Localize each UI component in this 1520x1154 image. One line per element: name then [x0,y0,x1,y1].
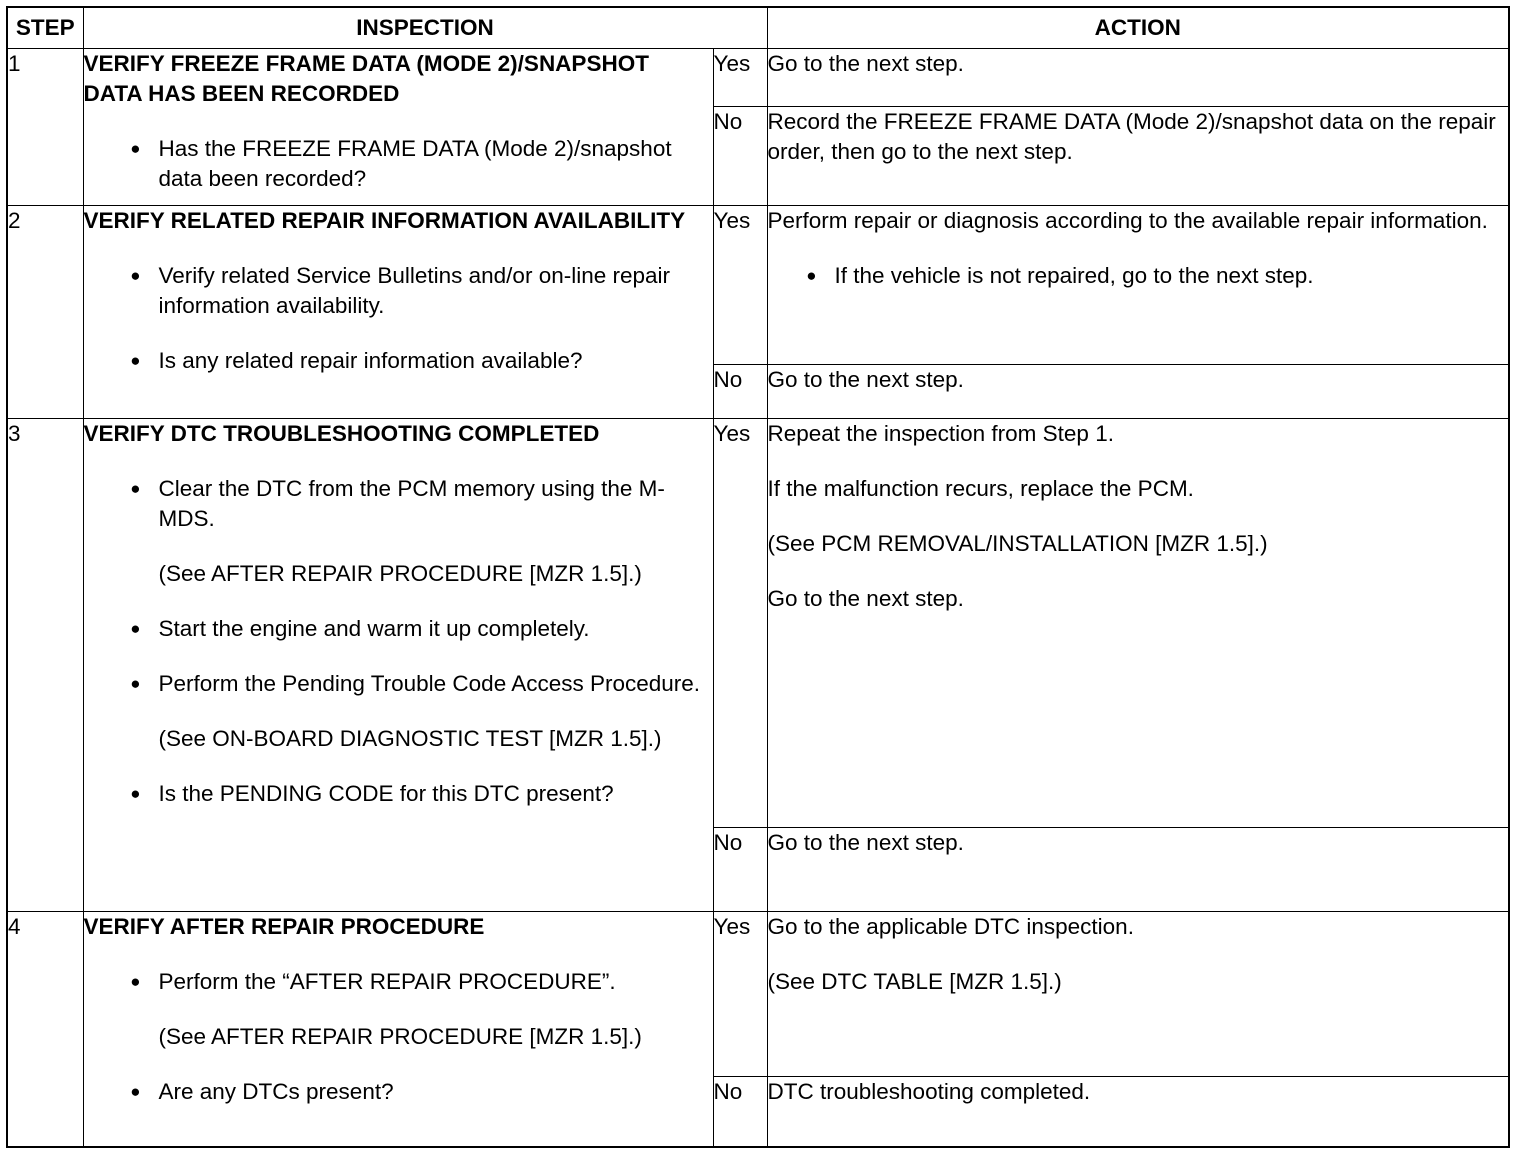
step-2-inspection [83,206,713,418]
yes-label: Yes [713,206,767,365]
step-4-yes-row [7,912,1509,1077]
header-inspection: INSPECTION [83,7,767,49]
inspection-bullet: ● Are any DTCs present? [84,1077,713,1107]
bullet-icon: ● [130,673,141,693]
header-step: STEP [7,7,83,49]
no-label: No [713,365,767,418]
bullet-icon: ● [130,1082,141,1102]
yes-action: Repeat the inspection from Step 1. If the malfunction recurs, replace the PCM. (See PCM REMOVAL/INSTALLATION [MZR 1.5].) Go to the next step. [767,418,1509,828]
step-title: VERIFY FREEZE FRAME DATA (MODE 2)/SNAPSHOT DATA HAS BEEN RECORDED [83,51,649,107]
no-action: Record the FREEZE FRAME DATA (Mode 2)/snapshot data on the repair order, then go to the next step. [767,107,1509,206]
yes-action: Go to the applicable DTC inspection. (See DTC TABLE [MZR 1.5].) [767,912,1509,1077]
yes-label: Yes [713,912,767,1077]
bullet-icon: ● [130,351,141,371]
no-label: No [713,828,767,912]
bullet-icon: ● [130,478,141,498]
bullet-icon: ● [130,783,141,803]
no-action: Go to the next step. [767,828,1509,912]
reference-note: (See AFTER REPAIR PROCEDURE [MZR 1.5].) [158,1024,642,1050]
inspection-bullet: ● Start the engine and warm it up completely. [84,614,713,644]
header-action: ACTION [767,7,1509,49]
inspection-bullet: ● Clear the DTC from the PCM memory using the M-MDS. [84,474,713,534]
bullet-icon: ● [130,972,141,992]
no-label: No [713,107,767,206]
yes-action: Go to the next step. [767,49,1509,107]
inspection-bullet: ● Is any related repair information available? [84,346,713,376]
step-number: 4 [7,912,83,1147]
no-action: Go to the next step. [767,365,1509,418]
bullet-icon: ● [130,139,141,159]
step-4-inspection [83,912,713,1147]
bullet-icon: ● [130,618,141,638]
step-1-inspection [83,49,713,206]
step-3-inspection [83,418,713,912]
step-number: 3 [7,418,83,912]
step-1-yes-row [7,49,1509,107]
no-action: DTC troubleshooting completed. [767,1077,1509,1147]
step-number: 1 [7,49,83,206]
step-2-yes-row [7,206,1509,365]
diagnostic-procedure-table [6,6,1510,1148]
bullet-icon: ● [806,266,817,286]
inspection-bullet: ● Perform the Pending Trouble Code Access Procedure. [84,669,713,699]
bullet-icon: ● [130,266,141,286]
inspection-bullet: ● Perform the “AFTER REPAIR PROCEDURE”. [84,967,713,997]
inspection-bullet: ● Verify related Service Bulletins and/or on-line repair information availability. [84,261,713,321]
yes-label: Yes [713,49,767,107]
step-title: VERIFY AFTER REPAIR PROCEDURE [83,914,485,940]
no-label: No [713,1077,767,1147]
action-bullet: ● If the vehicle is not repaired, go to the next step. [768,261,1509,291]
inspection-bullet: ● Has the FREEZE FRAME DATA (Mode 2)/snapshot data been recorded? [84,134,713,194]
yes-label: Yes [713,418,767,828]
step-title: VERIFY DTC TROUBLESHOOTING COMPLETED [83,420,600,446]
step-3-yes-row [7,418,1509,828]
yes-action: Perform repair or diagnosis according to the available repair information. ● If the vehicle is not repaired, go to the next step. [767,206,1509,365]
reference-note: (See AFTER REPAIR PROCEDURE [MZR 1.5].) [158,560,642,586]
step-title: VERIFY RELATED REPAIR INFORMATION AVAILABILITY [83,208,686,234]
step-number: 2 [7,206,83,418]
table-header-row [7,7,1509,49]
inspection-bullet: ● Is the PENDING CODE for this DTC present? [84,779,713,809]
reference-note: (See ON-BOARD DIAGNOSTIC TEST [MZR 1.5].) [158,725,662,751]
